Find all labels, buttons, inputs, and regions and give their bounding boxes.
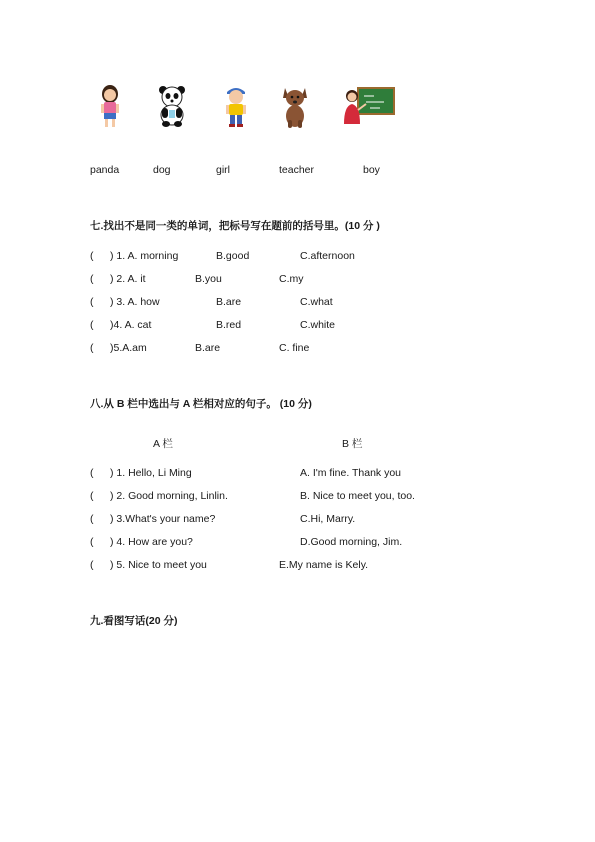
option-b: B.red xyxy=(216,319,242,331)
answer-bracket[interactable]: ( xyxy=(90,342,94,354)
option-c: C.what xyxy=(300,296,333,308)
option-b: B.are xyxy=(216,296,242,308)
option-c: C.my xyxy=(279,273,304,285)
answer-bracket[interactable]: ( xyxy=(90,319,94,331)
answer-bracket[interactable]: ( xyxy=(90,490,94,502)
column-a-sentence: ) 3.What's your name? xyxy=(110,513,216,525)
question-option-a: )5.A.am xyxy=(110,342,147,354)
column-a-sentence: ) 2. Good morning, Linlin. xyxy=(110,490,228,502)
column-b-sentence: C.Hi, Marry. xyxy=(300,513,356,525)
answer-bracket[interactable]: ( xyxy=(90,513,94,525)
option-b: B.you xyxy=(195,273,222,285)
girl-icon xyxy=(92,82,128,130)
column-b-sentence: E.My name is Kely. xyxy=(279,559,369,571)
panda-icon xyxy=(154,82,190,130)
column-a-sentence: ) 1. Hello, Li Ming xyxy=(110,467,192,479)
column-b-header: B 栏 xyxy=(342,438,363,450)
question-option-a: ) 2. A. it xyxy=(110,273,146,285)
section-8-title: 八.从 B 栏中选出与 A 栏相对应的句子。 (10 分) xyxy=(90,398,312,410)
word-bank-item: girl xyxy=(216,164,231,176)
column-a-header: A 栏 xyxy=(153,438,173,450)
word-bank-item: teacher xyxy=(279,164,315,176)
column-b-sentence: A. I'm fine. Thank you xyxy=(300,467,402,479)
boy-icon xyxy=(218,82,254,130)
option-b: B.are xyxy=(195,342,221,354)
word-bank-item: dog xyxy=(153,164,171,176)
question-option-a: ) 1. A. morning xyxy=(110,250,179,262)
option-c: C.afternoon xyxy=(300,250,355,262)
question-option-a: ) 3. A. how xyxy=(110,296,160,308)
dog-icon xyxy=(277,82,313,130)
answer-bracket[interactable]: ( xyxy=(90,273,94,285)
word-bank-item: panda xyxy=(90,164,120,176)
option-c: C. fine xyxy=(279,342,310,354)
option-b: B.good xyxy=(216,250,250,262)
answer-bracket[interactable]: ( xyxy=(90,536,94,548)
word-bank-item: boy xyxy=(363,164,380,176)
teacher-icon xyxy=(340,84,396,128)
answer-bracket[interactable]: ( xyxy=(90,250,94,262)
column-b-sentence: D.Good morning, Jim. xyxy=(300,536,403,548)
section-9-title: 九.看图写话(20 分) xyxy=(90,615,178,627)
option-c: C.white xyxy=(300,319,336,331)
column-a-sentence: ) 5. Nice to meet you xyxy=(110,559,207,571)
question-option-a: )4. A. cat xyxy=(110,319,152,331)
section-7-title: 七.找出不是同一类的单词，把标号写在题前的括号里。(10 分 ) xyxy=(90,220,380,232)
column-a-sentence: ) 4. How are you? xyxy=(110,536,193,548)
column-b-sentence: B. Nice to meet you, too. xyxy=(300,490,415,502)
answer-bracket[interactable]: ( xyxy=(90,296,94,308)
answer-bracket[interactable]: ( xyxy=(90,559,94,571)
answer-bracket[interactable]: ( xyxy=(90,467,94,479)
